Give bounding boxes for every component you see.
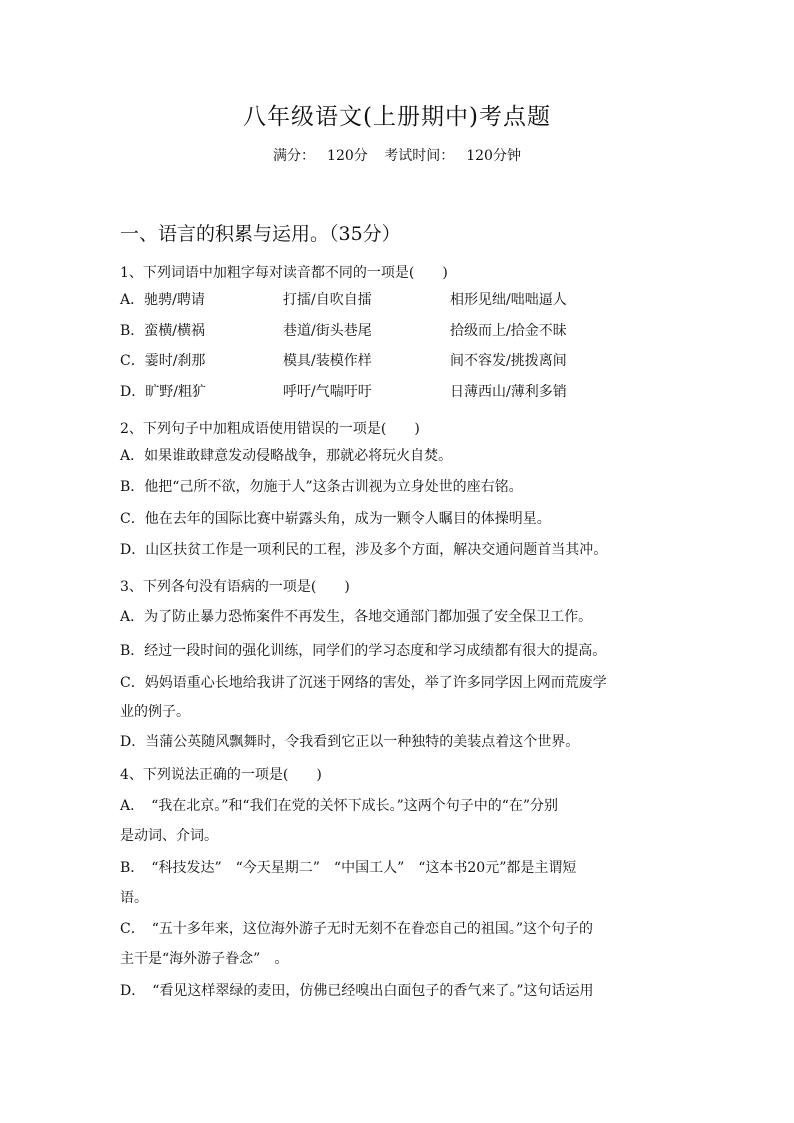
- q1-option-a-col2: 打擂/自吹自擂: [283, 292, 372, 308]
- q3-option-c-cont: 业的例子。: [120, 704, 190, 720]
- q3-option-b: B．经过一段时间的强化训练，同学们的学习态度和学习成绩都有很大的提高。: [120, 643, 607, 659]
- question-3-stem: 3、下列各句没有语病的一项是( ): [120, 579, 350, 595]
- time-value: 120分钟: [466, 148, 521, 164]
- q1-option-c-col1: C．霎时/刹那: [120, 353, 206, 369]
- q3-option-d: D．当蒲公英随风飘舞时，令我看到它正以一种独特的美装点着这个世界。: [120, 734, 580, 750]
- q1-option-d-col3: 日薄西山/薄利多销: [450, 384, 567, 400]
- question-1-stem: 1、下列词语中加粗字每对读音都不同的一项是( ): [120, 265, 448, 281]
- q2-option-d: D．山区扶贫工作是一项利民的工程，涉及多个方面，解决交通问题首当其冲。: [120, 542, 608, 558]
- question-4-stem: 4、下列说法正确的一项是( ): [120, 767, 322, 783]
- q4-option-b-cont: 语。: [120, 890, 148, 906]
- q4-option-c: C． “五十多年来，这位海外游子无时无刻不在眷恋自己的祖国。”这个句子的: [120, 921, 594, 937]
- q1-option-b-col3: 拾级而上/拾金不昧: [450, 323, 567, 339]
- q1-option-b-col1: B．蛮横/横祸: [120, 323, 206, 339]
- q1-option-a-col1: A．驰骋/聘请: [120, 292, 205, 308]
- q1-option-b-col2: 巷道/街头巷尾: [283, 323, 372, 339]
- q1-option-d-col2: 呼吁/气喘吁吁: [283, 384, 372, 400]
- exam-info: [0, 145, 794, 165]
- q4-option-c-cont: 主干是“海外游子眷念” 。: [120, 951, 289, 967]
- q4-option-b: B． “科技发达” “今天星期二” “中国工人” “这本书20元”都是主谓短: [120, 860, 577, 876]
- q4-option-d: D． “看见这样翠绿的麦田，仿佛已经嗅出白面包子的香气来了。”这句话运用: [120, 983, 594, 999]
- q1-option-c-col3: 间不容发/挑拨离间: [450, 353, 567, 369]
- score-label: 满分：: [273, 148, 316, 164]
- section-heading: 一、语言的积累与运用。（35分）: [120, 223, 401, 245]
- q3-option-a: A．为了防止暴力恐怖案件不再发生，各地交通部门都加强了安全保卫工作。: [120, 609, 593, 625]
- q1-option-c-col2: 模具/装模作样: [283, 353, 372, 369]
- q4-option-a-cont: 是动词、介词。: [120, 828, 218, 844]
- q2-option-a: A．如果谁敢肆意发动侵略战争，那就必将玩火自焚。: [120, 448, 453, 464]
- q1-option-a-col3: 相形见绌/咄咄逼人: [450, 292, 567, 308]
- q2-option-b: B．他把“己所不欲，勿施于人”这条古训视为立身处世的座右铭。: [120, 479, 523, 495]
- question-2-stem: 2、下列句子中加粗成语使用错误的一项是( ): [120, 421, 420, 437]
- q1-option-d-col1: D．旷野/粗犷: [120, 384, 206, 400]
- time-label: 考试时间：: [384, 148, 455, 164]
- score-value: 120分: [327, 148, 368, 164]
- page-title: 八年级语文(上册期中)考点题: [243, 104, 551, 130]
- q2-option-c: C．他在去年的国际比赛中崭露头角，成为一颗令人瞩目的体操明星。: [120, 511, 551, 527]
- q3-option-c: C．妈妈语重心长地给我讲了沉迷于网络的害处，举了许多同学因上网而荒废学: [120, 675, 607, 691]
- q4-option-a: A． “我在北京。”和“我们在党的关怀下成长。”这两个句子中的“在”分别: [120, 798, 559, 814]
